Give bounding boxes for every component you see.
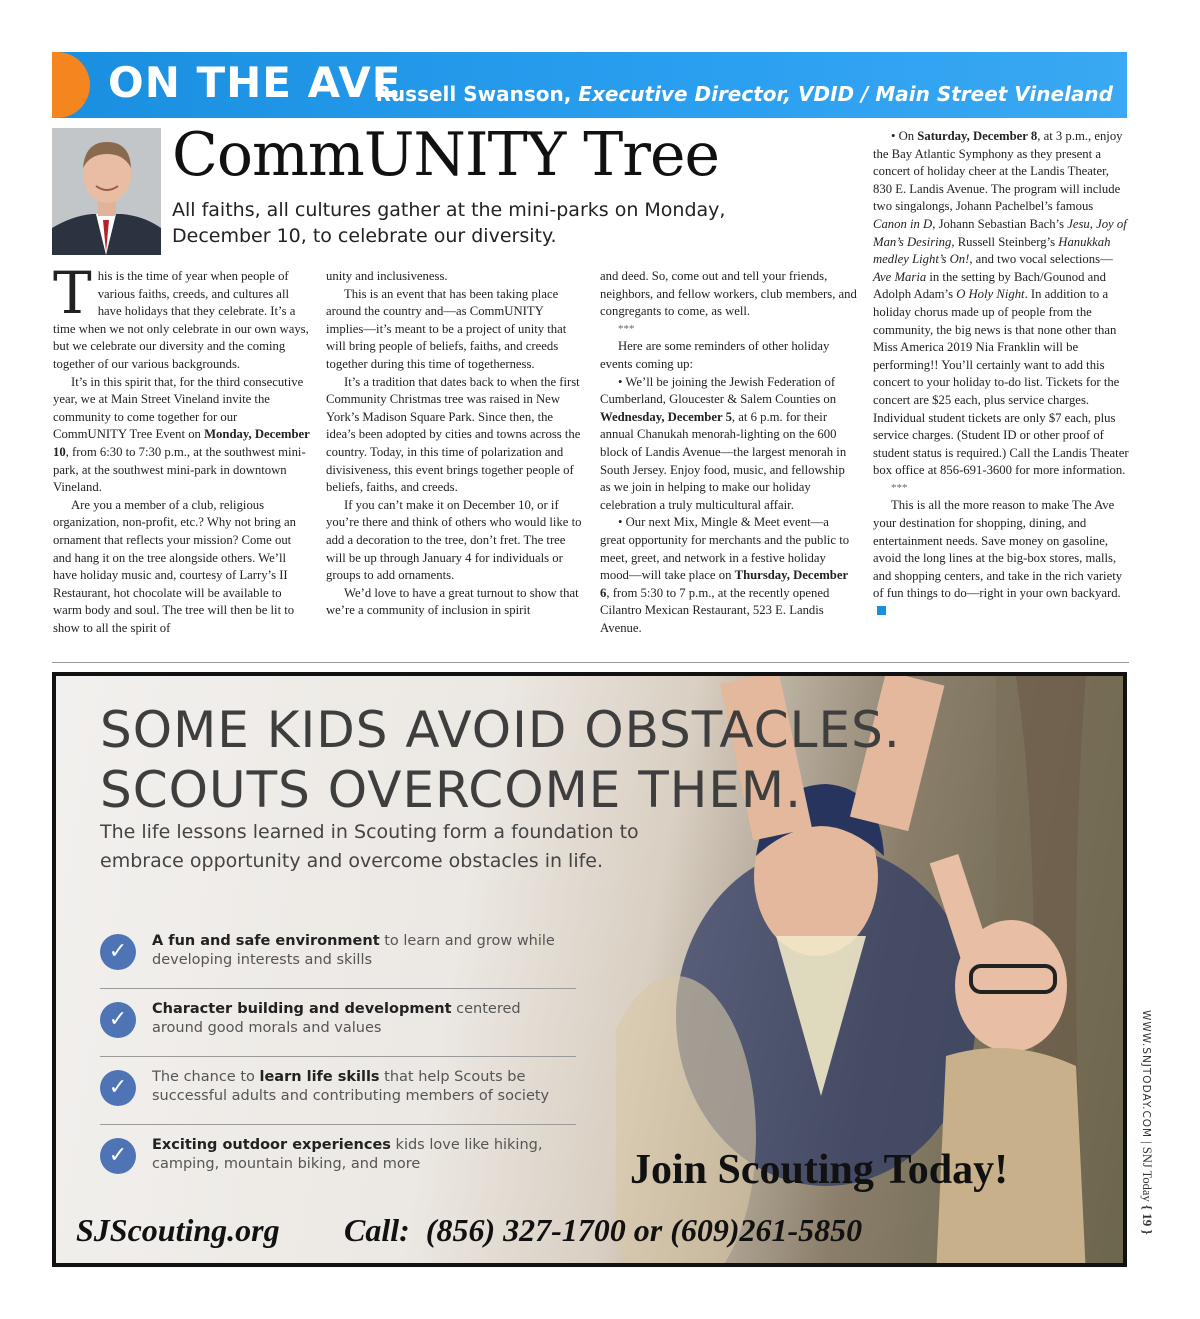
- paragraph: This is the time of year when people of various faiths, creeds, and cultures all have holidays that they celebrate. It’s a time when we not only celebrate in our own ways, but we celebrate our diversity and the coming together of our various backgrounds.: [53, 259, 309, 371]
- paragraph: If you can’t make it on December 10, or if you’re there and think of others who would like to add a decoration to the tree, don’t fret. The tree will be up through January 4 for individuals or groups to add ornaments.: [326, 497, 582, 583]
- ad-headline: SOME KIDS AVOID OBSTACLES. SCOUTS OVERCOME THEM.: [100, 701, 901, 819]
- ad-subhead: The life lessons learned in Scouting form a foundation to embrace opportunity and overcome obstacles in life.: [100, 821, 639, 872]
- paragraph: This is all the more reason to make The Ave your destination for shopping, dining, and entertainment needs. Save money on gasoline, avoid the long lines at the big-box stores, malls, and shopping centers, and take in the rich variety of fun things to do—right in your own backyard.: [873, 497, 1130, 620]
- scouting-advertisement: [52, 672, 1127, 1267]
- divider: [100, 1056, 576, 1057]
- author-photo: [52, 128, 161, 255]
- author-name: Russell Swanson,: [375, 82, 572, 106]
- article-column-2: [326, 268, 583, 620]
- paragraph: • Our next Mix, Mingle & Meet event—a great opportunity for merchants and the public to meet, greet, and network in a festive holiday mood—will take place on Thursday, December 6, from 5:30 to 7 p.m., at the recently opened Cilantro Mexican Restaurant, 523 E. Landis Avenue.: [600, 515, 850, 635]
- divider: [100, 988, 576, 989]
- checkmark-icon: ✓: [100, 1070, 136, 1106]
- folio-publication: SNJ Today: [1140, 1146, 1154, 1202]
- section-separator: ***: [618, 322, 635, 335]
- paragraph: This is an event that has been taking place around the country and—as CommUNITY implies—it’s meant to be a project of unity that will bring people of beliefs, faiths, and creeds together during this time of togetherness.: [326, 286, 567, 371]
- paragraph: Here are some reminders of other holiday events coming up:: [600, 339, 830, 371]
- article-column-4: [873, 128, 1130, 621]
- article-column-3: [600, 268, 857, 637]
- paragraph: unity and inclusiveness.: [326, 269, 448, 283]
- section-separator: ***: [891, 481, 908, 494]
- article-column-1: [53, 259, 310, 637]
- article-headline: CommUNITY Tree: [172, 120, 720, 190]
- checkmark-icon: ✓: [100, 1138, 136, 1174]
- join-callout: Join Scouting Today!: [630, 1147, 1009, 1193]
- page-number: { 19 }: [1140, 1204, 1155, 1235]
- paragraph: Are you a member of a club, religious organization, non-profit, etc.? Why not bring an ornament that reflects your mission? Come out and hang it on the tree alongside others. We’ll have holiday music and, courtesy of Larry’s II Restaurant, hot chocolate will be available to warm body and soul. The tree will then be lit to show to all the spirit of: [53, 497, 296, 635]
- folio-separator: |: [1140, 1141, 1154, 1144]
- divider: [100, 1124, 576, 1125]
- folio-url: WWW.SNJTODAY.COM: [1140, 1010, 1152, 1139]
- checkmark-icon: ✓: [100, 934, 136, 970]
- drop-cap: T: [53, 259, 92, 327]
- page-folio: [1133, 1010, 1155, 1272]
- horizontal-rule: [52, 662, 1129, 663]
- paragraph: • We’ll be joining the Jewish Federation of Cumberland, Gloucester & Salem Counties on Wednesday, December 5, at 6 p.m. for their annual Chanukah menorah-lighting on the 600 block of Landis Avenue—the largest menorah in South Jersey. Enjoy food, music, and fellowship as we join in helping to make our holiday celebration a truly multicultural affair.: [600, 374, 847, 512]
- paragraph: It’s a tradition that dates back to when the first Community Christmas tree was raised in New York’s Madison Square Park. Since then, the idea’s been adopted by cities and towns across the country. Today, in this time of polarization and divisiveness, this event brings together people of beliefs, faiths, and creeds.: [326, 374, 581, 495]
- benefit-item: ✓ The chance to learn life skills that help Scouts be successful adults and contributing members of society: [100, 1062, 576, 1130]
- benefit-item: ✓ A fun and safe environment to learn and grow while developing interests and skills: [100, 926, 576, 994]
- website-link[interactable]: SJScouting.org: [76, 1212, 280, 1248]
- article-deck: All faiths, all cultures gather at the mini-parks on Monday, December 10, to celebrate our diversity.: [172, 199, 726, 247]
- author-title: Executive Director, VDID / Main Street Vineland: [578, 82, 1113, 106]
- checkmark-icon: ✓: [100, 1002, 136, 1038]
- paragraph: It’s in this spirit that, for the third consecutive year, we at Main Street Vineland invite the community to come together for our CommUNITY Tree Event on Monday, December 10, from 6:30 to 7:30 p.m., at the southwest mini-park, at the southwest mini-park in downtown Vineland.: [53, 374, 310, 495]
- benefit-item: ✓ Exciting outdoor experiences kids love like hiking, camping, mountain biking, and more: [100, 1130, 576, 1198]
- paragraph: and deed. So, come out and tell your friends, neighbors, and fellow workers, club members, and congregants to come, as well.: [600, 269, 857, 319]
- end-mark-icon: [877, 606, 886, 615]
- banner-orange-tab: [52, 52, 90, 118]
- paragraph: We’d love to have a great turnout to show that we’re a community of inclusion in spirit: [326, 585, 579, 618]
- author-byline: [376, 82, 1113, 106]
- paragraph: • On Saturday, December 8, at 3 p.m., enjoy the Bay Atlantic Symphony as they present a concert of holiday cheer at the Landis Theater, 830 E. Landis Avenue. The program will include two singalongs, Johann Pachelbel’s famous Canon in D, Johann Sebastian Bach’s Jesu, Joy of Man’s Desiring, Russell Steinberg’s Hanukkah medley Light’s On!, and two vocal selections—Ave Maria in the setting by Bach/Gounod and Adolph Adam’s O Holy Night. In addition to a holiday chorus made up of people from the community, the big news is that none other than Miss America 2019 Nia Franklin will be performing!! You’ll certainly want to add this concert to your holiday to-do list. Tickets for the concert are $25 each, plus service charges. Individual student tickets are only $7 each, plus service charges. (Student ID or other proof of student status is required.) Call the Landis Theater box office at 856-691-3600 for more information.: [873, 129, 1129, 478]
- section-banner: [52, 52, 1127, 118]
- section-title: ON THE AVE: [108, 58, 402, 107]
- benefit-item: ✓ Character building and development centered around good morals and values: [100, 994, 576, 1062]
- phone-numbers: Call: (856) 327-1700 or (609)261-5850: [344, 1212, 863, 1248]
